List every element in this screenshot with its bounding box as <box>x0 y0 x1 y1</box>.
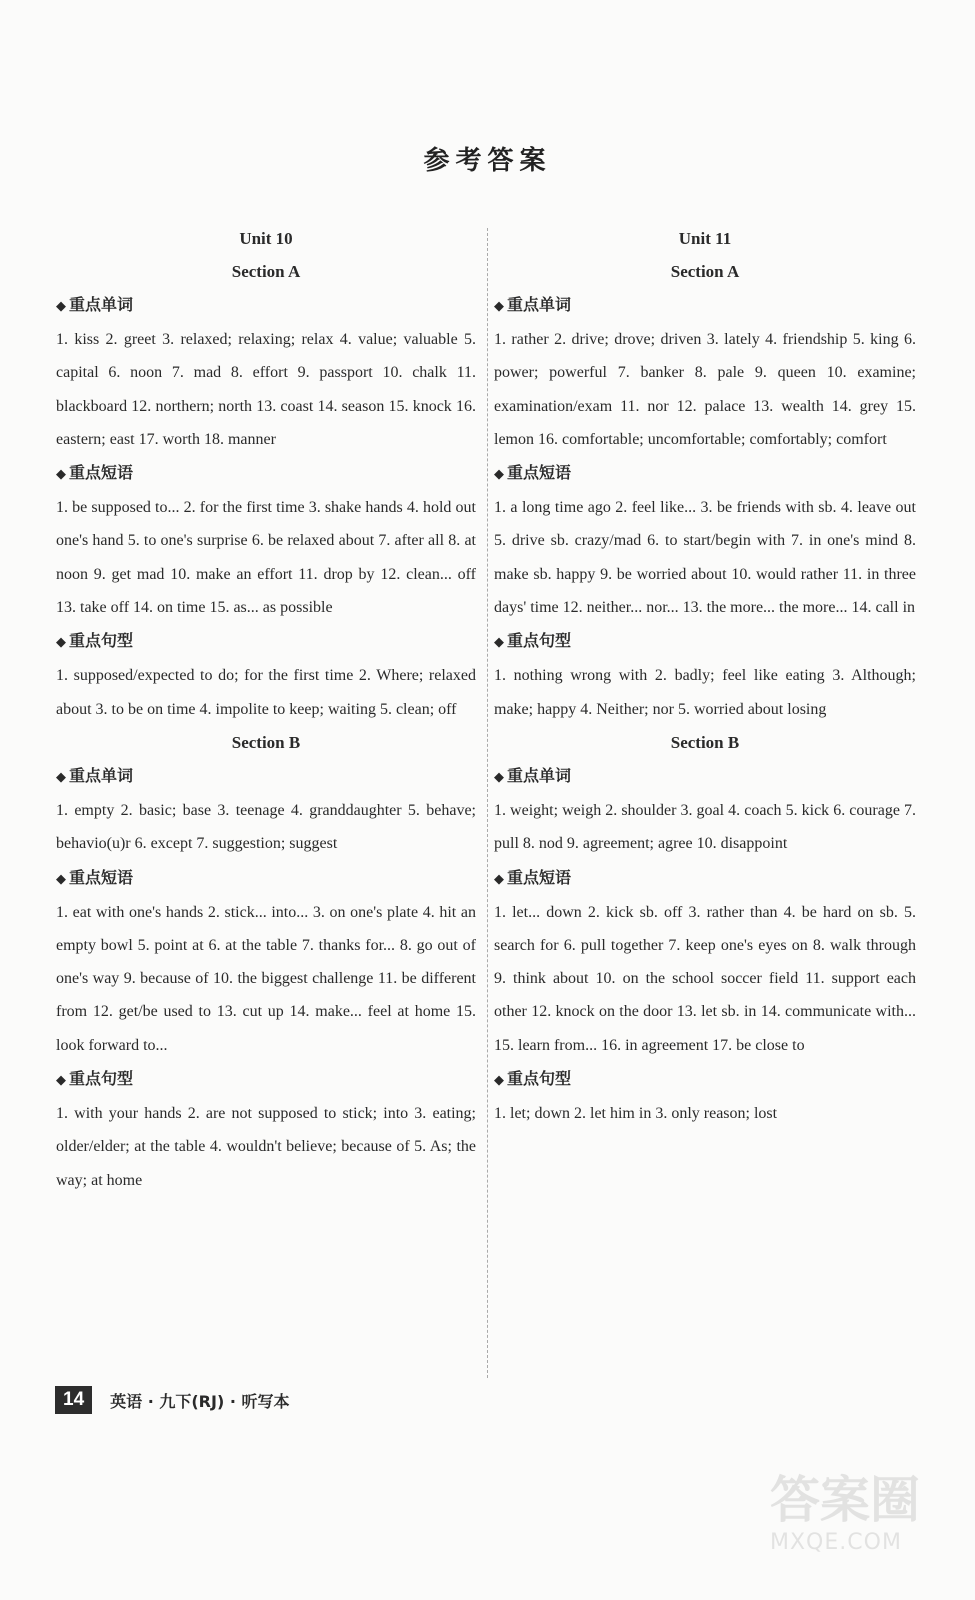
answer-block: 1. a long time ago 2. feel like... 3. be friends with sb. 4. leave out 5. drive sb. crazy/mad 6. to start/begin with 7. in one's mind 8. make sb. happy 9. be worried about 10. would rather 11. in three days' time 12. neither... nor... 13. the more... the more... 14. call in <box>494 499 916 617</box>
left-column <box>56 222 476 1197</box>
diamond-icon: ◆ <box>494 299 504 314</box>
key-words-heading: ◆ 重点单词 <box>56 295 134 314</box>
key-words-heading: ◆ 重点单词 <box>494 765 572 785</box>
diamond-icon: ◆ <box>56 769 66 785</box>
watermark-site: MXQE.COM <box>770 1530 902 1555</box>
right-column <box>494 222 916 1130</box>
diamond-icon: ◆ <box>494 467 504 483</box>
diamond-icon: ◆ <box>494 635 504 651</box>
diamond-icon: ◆ <box>56 635 66 651</box>
diamond-icon: ◆ <box>56 299 66 314</box>
key-sentences-heading: ◆ 重点句型 <box>494 1069 572 1089</box>
key-phrases-heading: ◆ 重点短语 <box>494 463 572 483</box>
section-title: Section A <box>231 262 301 281</box>
answer-block: 1. empty 2. basic; base 3. teenage 4. granddaughter 5. behave; behavio(u)r 6. except 7. suggestion; suggest <box>56 801 476 853</box>
key-sentences-heading: ◆ 重点句型 <box>56 1069 134 1089</box>
column-divider <box>487 228 488 1378</box>
answer-block: 1. with your hands 2. are not supposed to stick; into 3. eating; older/elder; at the table 4. wouldn't believe; because of 5. As; the way; at home <box>56 1105 476 1189</box>
answer-block: 1. let... down 2. kick sb. off 3. rather than 4. be hard on sb. 5. search for 6. pull together 7. keep one's eyes on 8. walk through 9. think about 10. on the school soccer field 11. support each other 12. knock on the door 13. let sb. in 14. communicate with... 15. learn from... 16. in agreement 17. be close to <box>494 903 916 1054</box>
key-phrases-heading: ◆ 重点短语 <box>56 867 134 887</box>
answer-block: 1. eat with one's hands 2. stick... into... 3. on one's plate 4. hit an empty bowl 5. point at 6. at the table 7. thanks for... 8. go out of one's way 9. because of 10. the biggest challenge 11. be different from 12. get/be used to 13. cut up 14. make... feel at home 15. look forward to... <box>56 903 476 1054</box>
key-words-heading: ◆ 重点单词 <box>494 295 572 314</box>
answer-block: 1. rather 2. drive; drove; driven 3. lately 4. friendship 5. king 6. power; powerful 7. banker 8. pale 9. queen 10. examine; examination/exam 11. nor 12. palace 13. wealth 14. grey 15. lemon 16. comfortable; uncomfortable; comfortably; comfort <box>494 331 916 448</box>
page-footer <box>55 1386 289 1414</box>
diamond-icon: ◆ <box>494 769 504 785</box>
section-title: Section B <box>670 732 740 752</box>
answer-block: 1. let; down 2. let him in 3. only reason; lost <box>494 1105 778 1123</box>
page-title: 参考答案 <box>423 146 552 176</box>
answer-block: 1. weight; weigh 2. shoulder 3. goal 4. coach 5. kick 6. courage 7. pull 8. nod 9. agreement; agree 10. disappoint <box>494 801 916 853</box>
section-title: Section A <box>670 262 740 281</box>
answer-block: 1. nothing wrong with 2. badly; feel like eating 3. Although; make; happy 4. Neither; nor 5. worried about losing <box>494 667 916 718</box>
diamond-icon: ◆ <box>494 1073 504 1089</box>
key-sentences-heading: ◆ 重点句型 <box>56 631 134 651</box>
answer-block: 1. kiss 2. greet 3. relaxed; relaxing; relax 4. value; valuable 5. capital 6. noon 7. mad 8. effort 9. passport 10. chalk 11. blackboard 12. northern; north 13. coast 14. season 15. knock 16. eastern; east 17. worth 18. manner <box>56 331 476 448</box>
book-title: 英语 · 九下(RJ) · 听写本 <box>110 1391 290 1411</box>
diamond-icon: ◆ <box>56 1073 66 1089</box>
page-number: 14 <box>55 1386 92 1414</box>
watermark-logo <box>770 1470 950 1580</box>
section-title: Section B <box>231 732 301 752</box>
key-sentences-heading: ◆ 重点句型 <box>494 631 572 651</box>
key-phrases-heading: ◆ 重点短语 <box>494 867 572 887</box>
watermark-logo-text: 答案圈 <box>770 1471 920 1529</box>
diamond-icon: ◆ <box>56 871 66 887</box>
diamond-icon: ◆ <box>56 467 66 483</box>
unit-title: Unit 11 <box>678 229 732 248</box>
unit-title: Unit 10 <box>239 229 293 248</box>
key-phrases-heading: ◆ 重点短语 <box>56 463 134 483</box>
answer-block: 1. be supposed to... 2. for the first time 3. shake hands 4. hold out one's hand 5. to one's surprise 6. be relaxed about 7. after all 8. at noon 9. get mad 10. make an effort 11. drop by 12. clean... off 13. take off 14. on time 15. as... as possible <box>56 499 476 617</box>
answer-block: 1. supposed/expected to do; for the first time 2. Where; relaxed about 3. to be on time 4. impolite to keep; waiting 5. clean; off <box>56 667 476 718</box>
diamond-icon: ◆ <box>494 871 504 887</box>
key-words-heading: ◆ 重点单词 <box>56 765 134 785</box>
